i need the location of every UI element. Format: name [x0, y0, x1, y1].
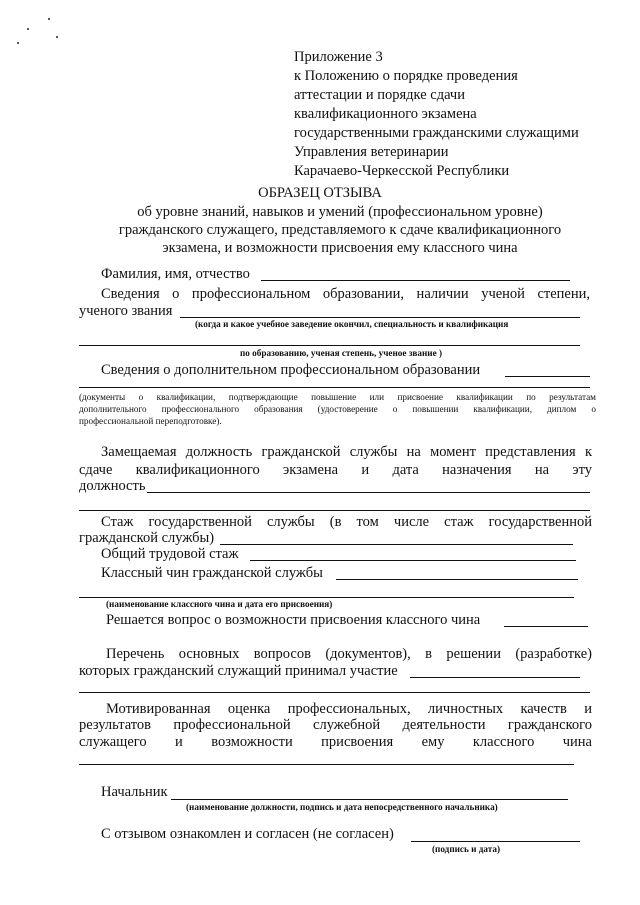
add-education-field[interactable] — [505, 376, 590, 377]
class-rank-field[interactable] — [336, 579, 578, 580]
position-label: сдаче квалификационного экзамена и дата назначения на эту — [79, 462, 592, 478]
agreement-hint: (подпись и дата) — [432, 844, 501, 854]
scan-speck — [27, 28, 29, 30]
education-label: ученого звания — [79, 303, 173, 319]
assessment-label: служащего и возможности присвоения ему классного чина — [79, 734, 592, 750]
issues-field[interactable] — [410, 677, 580, 678]
education-field-2[interactable] — [79, 345, 580, 346]
appendix-line: государственными гражданскими служащими — [294, 125, 579, 141]
agreement-label: С отзывом ознакомлен и согласен (не согласен) — [101, 826, 394, 842]
issues-label: Перечень основных вопросов (документов), в решении (разработке) — [106, 646, 592, 662]
question-label: Решается вопрос о возможности присвоения классного чина — [106, 612, 481, 628]
question-field[interactable] — [504, 626, 588, 627]
class-rank-hint: (наименование классного чина и дата его присвоения) — [106, 599, 333, 609]
education-hint: по образованию, ученая степень, ученое звание ) — [240, 348, 443, 358]
add-education-field-2[interactable] — [79, 387, 590, 388]
chief-hint: (наименование должности, подпись и дата непосредственного начальника) — [186, 802, 498, 812]
assessment-field[interactable] — [79, 764, 574, 765]
experience-field[interactable] — [220, 544, 573, 545]
total-experience-field[interactable] — [250, 560, 576, 561]
appendix-line: Карачаево-Черкесской Республики — [294, 163, 510, 179]
assessment-label: результатов профессиональной служебной деятельности гражданского — [79, 717, 592, 733]
appendix-line: квалификационного экзамена — [294, 106, 477, 122]
assessment-label: Мотивированная оценка профессиональных, личностных качеств и — [106, 701, 592, 717]
scan-speck — [56, 36, 58, 38]
scan-speck — [17, 42, 19, 44]
add-education-hint: дополнительного профессионального образования (удостоверение о повышении квалификации, диплом о — [79, 404, 596, 414]
add-education-hint: профессиональной переподготовке). — [79, 416, 222, 426]
agreement-signature-field[interactable] — [411, 841, 580, 842]
appendix-line: Управления ветеринарии — [294, 144, 449, 160]
position-field-2[interactable] — [79, 510, 590, 511]
fio-label: Фамилия, имя, отчество — [101, 266, 250, 282]
education-hint: (когда и какое учебное заведение окончил, специальность и квалификация — [195, 319, 509, 329]
experience-label: Стаж государственной службы (в том числе стаж государственной — [101, 514, 592, 530]
position-label: Замещаемая должность гражданской службы на момент представления к — [101, 444, 592, 460]
appendix-line: аттестации и порядке сдачи — [294, 87, 465, 103]
fio-field[interactable] — [261, 280, 570, 281]
issues-field-2[interactable] — [79, 692, 590, 693]
appendix-line: к Положению о порядке проведения — [294, 68, 518, 84]
total-experience-label: Общий трудовой стаж — [101, 546, 239, 562]
class-rank-field-2[interactable] — [79, 597, 574, 598]
experience-label: гражданской службы) — [79, 530, 215, 546]
document-subtitle: гражданского служащего, представляемого к сдаче квалификационного — [118, 222, 562, 238]
issues-label: которых гражданский служащий принимал участие — [79, 663, 398, 679]
scan-speck — [48, 18, 50, 20]
document-title: ОБРАЗЕЦ ОТЗЫВА — [258, 185, 382, 201]
education-field[interactable] — [180, 317, 580, 318]
education-label: Сведения о профессиональном образовании, наличии ученой степени, — [101, 286, 590, 302]
add-education-hint: (документы о квалификации, подтверждающие повышение или присвоение квалификации по результатам — [79, 392, 596, 402]
position-label: должность — [79, 478, 146, 494]
add-education-label: Сведения о дополнительном профессиональном образовании — [101, 362, 481, 378]
document-subtitle: об уровне знаний, навыков и умений (профессиональном уровне) — [137, 204, 543, 220]
position-field[interactable] — [147, 492, 590, 493]
document-subtitle: экзамена, и возможности присвоения ему классного чина — [162, 240, 518, 256]
chief-label: Начальник — [101, 784, 168, 800]
appendix-line: Приложение 3 — [294, 49, 383, 65]
class-rank-label: Классный чин гражданской службы — [101, 565, 323, 581]
chief-field[interactable] — [171, 799, 568, 800]
